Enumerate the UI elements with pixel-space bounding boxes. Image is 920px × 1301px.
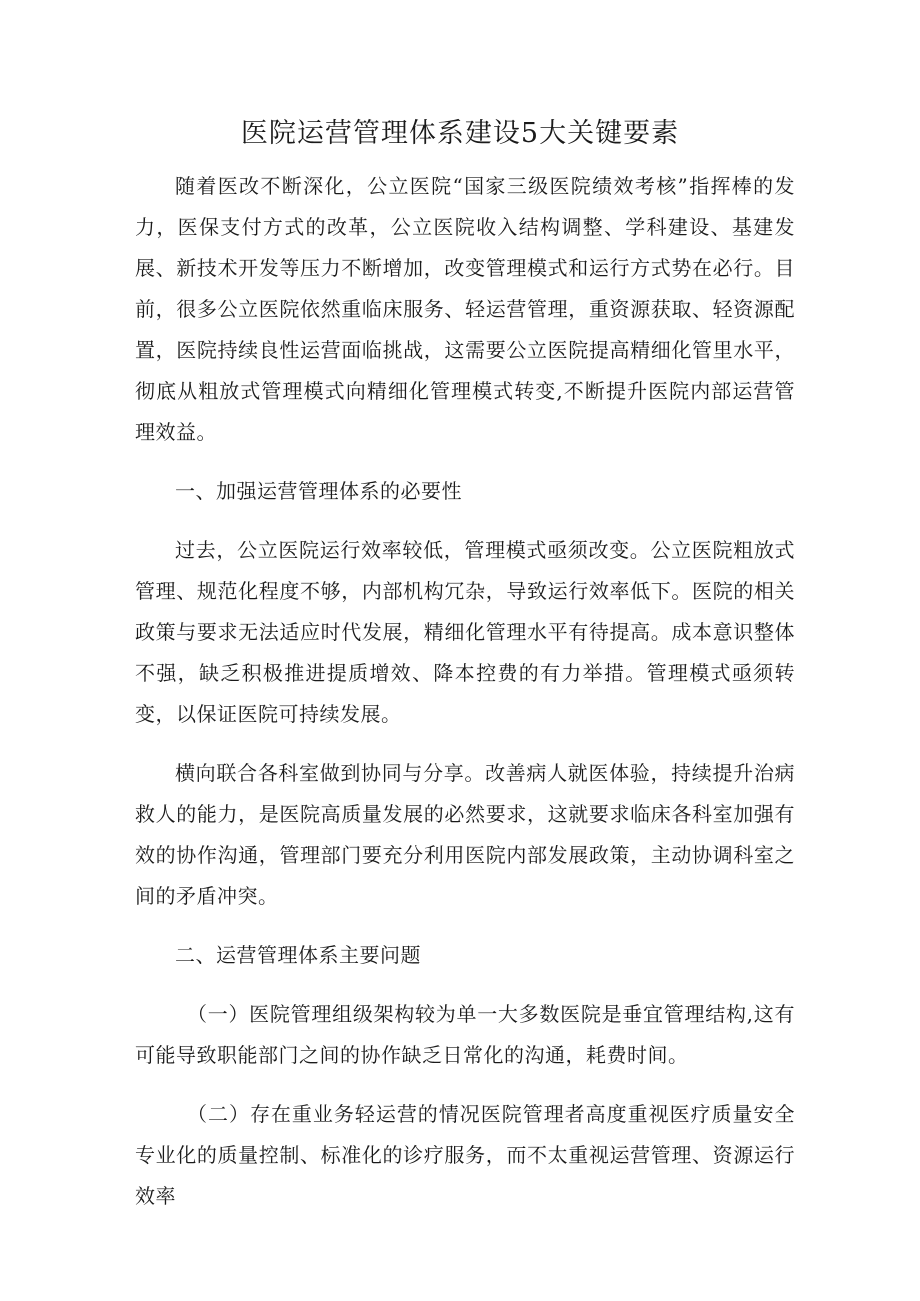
section-heading-1: 一、加强运营管理体系的必要性 [175, 479, 462, 503]
document-title: 医院运营管理体系建设5大关键要素 [240, 118, 680, 149]
document-body [135, 166, 795, 1235]
paragraph-necessity: 过去，公立医院运行效率较低，管理模式亟须改变。公立医院粗放式管理、规范化程度不够，内部机构冗杂，导致运行效率低下。医院的相关政策与要求无法适应时代发展，精细化管理水平有待提高。成本意识整体不强，缺乏积极推进提质增效、降本控费的有力举措。管理模式亟须转变，以保证医院可持续发展。 [135, 538, 795, 726]
paragraph-issue-1: （一）医院管理组级架构较为单一大多数医院是垂宜管理结构,这有可能导致职能部门之间的协作缺乏日常化的沟通，耗费时间。 [135, 1002, 795, 1067]
paragraph-intro: 随着医改不断深化，公立医院“国家三级医院绩效考核”指挥棒的发力，医保支付方式的改革，公立医院收入结构调整、学科建设、基建发展、新技术开发等压力不断增加，改变管理模式和运行方式势在必行。目前，很多公立医院依然重临床服务、轻运营管理，重资源获取、轻资源配置，医院持续良性运营面临挑战，这需要公立医院提高精细化管里水平，彻底从粗放式管理模式向精细化管理模式转变,不断提升医院内部运营管理效益。 [135, 174, 795, 444]
section-heading-2: 二、运营管理体系主要问题 [175, 943, 421, 967]
paragraph-issue-2: （二）存在重业务轻运营的情况医院管理者高度重视医疗质量安全专业化的质量控制、标准化的诊疗服务，而不太重视运营管理、资源运行效率 [135, 1102, 795, 1208]
paragraph-collaboration: 横向联合各科室做到协同与分享。改善病人就医体验，持续提升治病救人的能力，是医院高质量发展的必然要求，这就要求临床各科室加强有效的协作沟通，管理部门要充分利用医院内部发展政策，主动协调科室之间的矛盾冲突。 [135, 761, 795, 908]
